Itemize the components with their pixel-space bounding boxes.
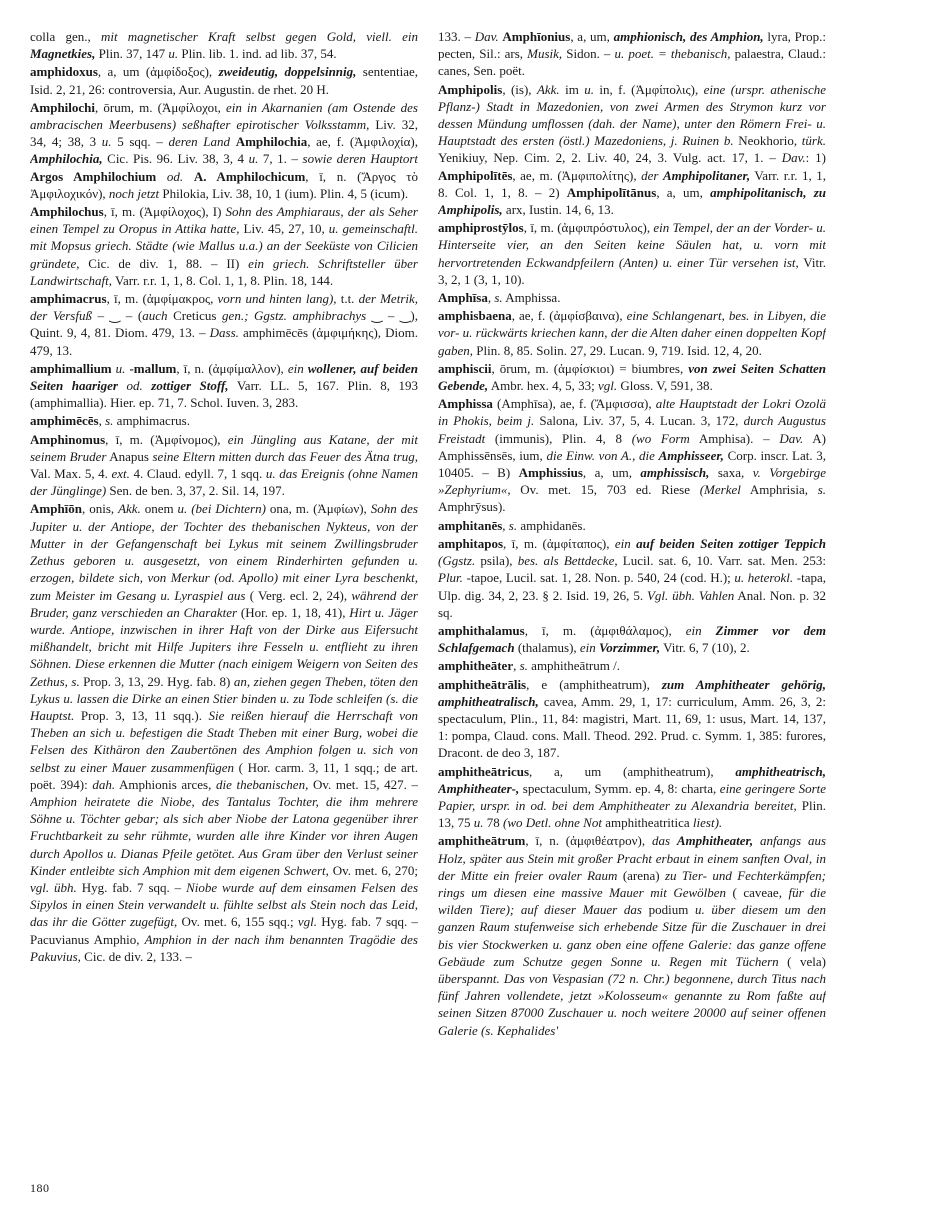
entry-text: amphionisch, des Amphion,: [613, 29, 764, 44]
entry-text: , ī, m. (Ἀμφίλοχος), I): [103, 204, 226, 220]
entry-text: Neokhorio,: [733, 133, 802, 149]
entry-text: ( vela): [778, 953, 826, 969]
entry-text: u. über diesem um den ganzen Raum stufenweise sich erhebende Sitze für die Zuschauer in drei bis vier Stockwerken u. ganz oben eine offene Galerie: das ganze offene Gebäude zum Schutze gegen Sonne u. Regen mit Tüchern: [438, 902, 826, 969]
entry-text: Amphipolitaner,: [663, 167, 751, 183]
entry-text: vgl.: [597, 378, 618, 394]
dictionary-entry: [30, 412, 418, 429]
headword: Amphissa: [438, 396, 493, 412]
entry-text: , ī, n. (ἀμφιθέατρον),: [525, 833, 652, 849]
entry-text: Lucil. sat. 6, 10. Varr. sat. Men. 253:: [617, 553, 826, 569]
entry-text: -tapa, Ulp. dig. 34, 2, 23. § 2. Isid. 19, 26, 5.: [438, 570, 826, 603]
entry-text: amphissisch,: [640, 465, 710, 481]
entry-text: (Hor. ep. 1, 18, 41),: [237, 604, 350, 620]
entry-text: Niobe wurde auf dem einsamen Felsen des Sipylos in einen Stein verwandelt u. fühlte selbst als Stein noch das Leid, das ihr die Götter zugefügt,: [30, 879, 418, 930]
entry-text: u.: [168, 46, 179, 62]
entry-text: Plin. 37, 147: [95, 46, 169, 62]
entry-text: an, ziehen gegen Theben, töten den Lykus u. lassen die Dirke an einen Stier binden u. zu Tode schleifen (s. die Hauptst.: [30, 673, 418, 723]
entry-text: : 1): [805, 150, 826, 166]
headword: amphitheāter: [438, 658, 514, 674]
left-column: [30, 28, 418, 1178]
entry-text: 5 sqq. –: [111, 134, 169, 150]
headword: amphisbaena: [438, 308, 512, 324]
entry-text: Amphisa). –: [689, 430, 780, 446]
entry-text: s.: [508, 517, 518, 533]
entry-text: Varr. LL. 5, 167. Plin. 8, 193 (amphimallia). Hier. ep. 71, 7. Schol. Iuven. 3, 283.: [30, 378, 418, 411]
entry-text: ‿ – ‿), Quint. 9, 4, 81. Diom. 479, 13. –: [30, 308, 418, 341]
entry-text: u. poet. = thebanisch,: [614, 46, 731, 62]
entry-text: Plin. lib. 1. ind. ad lib. 37, 54.: [178, 46, 337, 62]
dictionary-entry: [438, 832, 826, 1038]
dictionary-entry: [438, 517, 826, 534]
entry-text: sententiae, Isid. 2, 21, 26: controversia, Aur. Augustin. de rhet. 20 H.: [30, 64, 418, 97]
entry-text: Plin. 8, 85. Solin. 27, 29. Lucan. 9, 719. Isid. 12, 4, 20.: [473, 342, 762, 358]
entry-text: die thebanischen,: [215, 776, 309, 792]
headword: amphiscii: [438, 360, 492, 376]
entry-text: anfangs aus Holz, später aus Stein mit großer Pracht erbaut in einem sanften Oval, in der Mitte ein freier ovaler Raum: [438, 833, 826, 883]
entry-text: Ov. met. 15, 703 ed. Riese: [510, 482, 700, 498]
entry-text: podium: [641, 902, 696, 918]
entry-text: u. gemeinschaftl. mit Mopsus griech. Städte (wie Mallus u.a.) an der Seeküste von Cilicien gründete,: [30, 221, 418, 271]
headword: Amphinomus: [30, 431, 106, 447]
entry-text: – ‿ – (: [91, 308, 143, 324]
entry-text: ein Tempel, der an der Vorder- u. Hinterseite vier, an den Seiten keine Säulen hat, u. vorn mit hervortretenden Eckwandpfeilern (Anten) u. einer Tür versehen ist,: [438, 220, 826, 270]
dictionary-entry: [30, 203, 418, 289]
entry-text: Sohn des Jupiter u. der Antiope, der Tochter des thebanischen Nykteus, von der Mutter in der Gefangenschaft bei Lykus mit seinem Zwillingsbruder Zethus geboren u. ausgesetzt, von einem Rinderhirten gefunden u. erzogen, bildete sich, von Merkur (od. Apollo) mit einer Lyra beschenkt, zum Meister im Gesang u. Lyraspiel aus: [30, 501, 418, 603]
headword: Amphilochia: [235, 134, 308, 150]
entry-text: vgl.: [297, 914, 318, 930]
entry-text: u.: [248, 151, 259, 167]
entry-text: (immunis), Plin. 4, 8: [485, 430, 632, 446]
entry-text: ext.: [111, 466, 130, 482]
entry-text: Zimmer vor dem Schlafgemach: [438, 622, 826, 656]
dictionary-entry: [30, 99, 418, 202]
entry-text: alte Hauptstadt der Lokri Ozolä in Phokis, beim j.: [438, 396, 826, 429]
entry-text: u.: [101, 134, 112, 150]
entry-text: liest).: [692, 815, 723, 831]
entry-text: amphitheatritica: [601, 815, 693, 831]
entry-text: , a, um,: [570, 29, 614, 44]
entry-text: Yenikiuy, Nep. Cim. 2, 2. Liv. 40, 24, 3. Vulg. act. 17, 1. –: [438, 150, 782, 166]
headword: Amphissius: [518, 465, 583, 481]
entry-text: ein in Akarnanien (am Ostende des ambracischen Meerbusens) seßhafter epirotischer Volksstamm,: [30, 99, 418, 133]
entry-text: gen.; Ggstz.: [222, 308, 287, 324]
dictionary-entry: [30, 290, 418, 359]
entry-text: arx, Iustin. 14, 6, 13.: [502, 202, 614, 218]
entry-text: t.t.: [336, 291, 359, 307]
entry-text: Ov. met. 6, 270;: [328, 862, 418, 878]
entry-text: Ambr. hex. 4, 5, 33;: [488, 378, 598, 394]
entry-text: Amphilochia,: [30, 151, 103, 167]
entry-text: Amphion heiratete die Niobe, des Tantalus Tochter, die ihm mehrere Söhne u. Töchter gebar; als sich aber Niobe der Latona gegenüber ihrer Fruchtbarkeit zu sehr rühmte, wurden alle ihre Kinder vor ihren Augen durch Apollos u. Dianas Pfeile getötet. Aus Gram über den Verlust seiner Kinder entleibte sich Amphion mit dem eigenen Schwert,: [30, 793, 418, 878]
entry-text: 4. Claud. edyll. 7, 1 sqq.: [129, 466, 266, 482]
entry-text: od.: [126, 378, 143, 394]
entry-text: zu Tier- und Fechterkämpfen; rings um diesen eine massive Mauer mit Gewölben: [438, 867, 826, 900]
right-column: [438, 28, 826, 1178]
entry-text: Plur.: [438, 570, 463, 586]
entry-text: wollener, auf beiden Seiten haariger: [30, 360, 418, 394]
entry-text: die Einw. von A., die: [546, 447, 655, 463]
entry-text: zottiger Stoff,: [151, 378, 229, 394]
entry-text: A) Amphissēnsēs, ium,: [438, 430, 826, 463]
entry-text: überspannt. Das von Vespasian (72 n. Chr.) begonnene, durch Titus nach fünf Jahren vollendete, jetzt »Kolosseum« genannte zu Rom faßte auf seinen Sitzen 87000 Zuschauer u. noch weitere 20000 auf seiner offenen Galerie (s. Kephalides': [438, 970, 826, 1038]
entry-text: türk.: [801, 133, 826, 149]
entry-text: Vitr. 6, 7 (10), 2.: [660, 640, 750, 656]
entry-text: Akk.: [118, 501, 141, 517]
entry-text: [753, 833, 760, 848]
entry-text: Corp. inscr. Lat. 3, 10405. – B): [438, 447, 826, 481]
headword: Amphilochi: [30, 99, 96, 115]
entry-text: Val. Max. 5, 4.: [30, 466, 112, 482]
entry-text: saxa,: [709, 465, 753, 481]
entry-text: , a, um,: [656, 184, 711, 200]
headword: Amphipolītēs: [438, 167, 513, 183]
entry-text: Vgl. übh. Vahlen: [646, 587, 735, 603]
headword: Amphīonius: [502, 29, 571, 44]
entry-text: ,: [487, 290, 495, 306]
headword: amphidoxus: [30, 64, 98, 80]
entry-text: amphidanēs.: [517, 517, 586, 533]
entry-text: onem: [140, 501, 178, 517]
entry-text: ona, m. (Ἀμφίων),: [265, 501, 371, 517]
entry-text: s.: [105, 413, 114, 429]
entry-text: amphipolitanisch, zu Amphipolis,: [438, 184, 826, 218]
entry-text: Amphionis arces,: [115, 776, 216, 792]
dictionary-entry: [438, 622, 826, 656]
entry-text: Vitr. 3, 2, 1 (3, 1, 10).: [438, 254, 826, 287]
entry-text: seine Eltern mitten durch das Feuer des Ätna trug,: [152, 448, 418, 464]
entry-text: Cic. de div. 1, 88. – II): [79, 255, 249, 271]
entry-text: Amphissa.: [502, 290, 561, 306]
entry-text: u.: [584, 81, 594, 97]
dictionary-entry: [30, 63, 418, 97]
entry-text: Ov. met. 15, 427. –: [308, 776, 418, 792]
entry-text: eine geringere Sorte Papier, urspr. in od. bei dem Amphitheater zu Alexandria bereitet,: [438, 780, 826, 813]
entry-text: s.: [519, 658, 528, 674]
entry-text: noch jetzt: [108, 185, 160, 201]
entry-text: u.: [115, 360, 126, 376]
entry-text: 78: [483, 815, 503, 831]
entry-text: ( Hor. carm. 3, 11, 1 sqq.; de art. poët. 394):: [30, 759, 418, 792]
entry-text: od.: [166, 168, 184, 184]
entry-text: [156, 169, 167, 184]
entry-text: dah.: [92, 776, 116, 792]
entry-text: ein: [287, 360, 304, 376]
entry-text: Amphisseer,: [658, 447, 724, 463]
entry-text: zum Amphitheater gehörig, amphitheatralisch,: [438, 676, 826, 709]
entry-text: , ī, m. (ἀμφίμακρος,: [106, 291, 218, 307]
entry-text: , e (amphitheatrum),: [526, 676, 662, 692]
entry-text: eine (urspr. athenische Pflanz-) Stadt in Mazedonien, von zwei Armen des Strymon kurz vor dessen Mündung umflossen (dah. der Name), unter den Römern Frei- u. Hauptstadt des ersten (östl.) Mazedoniens, j. Ruinen b.: [438, 81, 826, 149]
entry-text: Amphitheater,: [676, 833, 754, 849]
dictionary-entry: [30, 360, 418, 412]
entry-text: amphimacrus.: [113, 413, 190, 429]
entry-text: Salona, Liv. 37, 5, 4. Lucan. 3, 172,: [534, 413, 744, 429]
entry-text: , onis,: [82, 501, 119, 517]
page-number: 180: [30, 1181, 50, 1195]
entry-text: , ī, m. (ἀμφιπρόστυλος),: [523, 220, 654, 236]
headword: amphitheātricus: [438, 763, 529, 779]
entry-text: Akk.: [536, 81, 560, 97]
headword: amphimēcēs: [30, 413, 99, 429]
entry-text: v. Vorgebirge »Zephyrium«,: [438, 465, 826, 498]
entry-text: ein griech. Schriftsteller über Landwirtschaft,: [30, 255, 418, 288]
entry-text: Sie reißen hierauf die Herrschaft von Theben an sich u. befestigen die Stadt Theben mit einer Burg, wobei die Felsen des Kithäron den Zaubertönen des Amphion folgen u. sich von selbst zu einer Mauer zusammenfügen: [30, 707, 418, 775]
entry-text: Hirt u. Jäger wurde. Antiope, inzwischen in ihrer Haft von der Dirke aus Eifersucht mißhandelt, bricht mit Hilfe Jupiters ihre Fesseln u. entflieht zu ihren Söhnen. Diese erkennen die Mutter (nach einigem Weigern von Seiten des Zethus, s.: [30, 604, 418, 689]
entry-text: , ae, f. (Ἀμφιλοχία),: [307, 134, 418, 150]
entry-text: , ae, m. (Ἀμφιπολίτης),: [512, 167, 642, 183]
entry-text: ( caveae,: [726, 884, 789, 900]
entry-text: Prop. 3, 13, 11 sqq.).: [74, 707, 209, 723]
entry-text: Musik,: [527, 46, 563, 62]
entry-text: ein: [685, 622, 702, 638]
entry-text: , ī, n. (ἀμφίμαλλον),: [176, 360, 288, 376]
dictionary-entry: [438, 28, 826, 80]
entry-text: , a, um (amphitheatrum),: [529, 763, 736, 779]
headword: Amphilochus: [30, 204, 104, 220]
entry-text: ,: [513, 658, 520, 674]
entry-text: der: [641, 167, 659, 183]
entry-text: amphitheātrum /.: [527, 658, 620, 674]
entry-text: u. (bei Dichtern): [177, 501, 266, 517]
entry-text: ,: [98, 413, 106, 429]
entry-text: (Ggstz.: [438, 553, 476, 569]
entry-text: Sen. de ben. 3, 37, 2. Sil. 14, 197.: [106, 483, 285, 499]
entry-text: ein Jüngling aus Katane, der mit seinem Bruder: [30, 431, 418, 464]
entry-text: Sohn des Amphiaraus, der als Seher einen Tempel zu Oropus in Attika hatte,: [30, 204, 418, 237]
entry-text: Vorzimmer,: [599, 640, 661, 656]
entry-text: bes. als Bettdecke,: [517, 553, 618, 569]
entry-text: Amphrȳsus).: [438, 499, 506, 515]
entry-text: 133. –: [438, 29, 475, 44]
entry-text: der Metrik, der Versfuß: [30, 291, 418, 324]
entry-text: Liv. 32, 34, 4; 38, 3: [30, 117, 418, 150]
dictionary-entry: [438, 763, 826, 832]
entry-text: Hyg. fab. 7 sqq. – Pacuvianus Amphio,: [30, 914, 418, 947]
entry-text: eine Schlangenart, bes. in Libyen, die vor- u. rückwärts kriechen kann, der die Alten daher einen doppelten Kopf gaben,: [438, 308, 826, 358]
entry-text: amphibrachys: [292, 308, 367, 324]
entry-text: von zwei Seiten Schatten Gebende,: [438, 360, 826, 394]
entry-text: sowie deren Hauptort: [302, 151, 418, 167]
entry-text: auch: [142, 308, 168, 324]
entry-text: Amphion in der nach ihm benannten Tragödie des Pakuvius,: [30, 931, 418, 964]
entry-text: für die wilden Tiere); auf dieser Mauer das: [438, 884, 826, 918]
entry-text: , ī, n. (Ἄργος τὸ Ἀμφιλοχικόν),: [30, 168, 418, 201]
entry-text: -tapoe, Lucil. sat. 1, 28. Non. p. 540, 24 (cod. H.);: [462, 570, 735, 586]
entry-text: Ov. met. 6, 155 sqq.;: [177, 914, 298, 930]
entry-text: (arena): [617, 867, 665, 883]
entry-text: [183, 169, 194, 184]
entry-text: , a, um (ἀμφίδοξος),: [97, 64, 219, 80]
entry-text: Cic. Pis. 96. Liv. 38, 3, 4: [102, 151, 249, 167]
dictionary-entry: [30, 431, 418, 500]
entry-text: Plin. 13, 75: [438, 797, 826, 831]
headword: amphitapos: [438, 535, 504, 551]
headword: amphiprostȳlos: [438, 220, 524, 236]
entry-text: Gloss. V, 591, 38.: [617, 378, 713, 394]
entry-text: Anapus: [106, 448, 153, 464]
dictionary-entry: [438, 289, 826, 306]
entry-text: Philokia, Liv. 38, 10, 1 (ium). Plin. 4, 5 (icum).: [159, 185, 409, 201]
entry-text: zweideutig, doppelsinnig,: [218, 64, 357, 80]
headword: Amphīsa: [438, 290, 488, 306]
entry-text: in, f. (Ἀμφίπολις),: [593, 81, 704, 97]
dictionary-entry: [30, 500, 418, 964]
dictionary-entry: [438, 535, 826, 621]
dictionary-entry: [438, 81, 826, 219]
entry-text: (Amphīsa), ae, f. (Ἄμφισσα),: [492, 396, 656, 412]
entry-text: , ī, m. (ἀμφιθάλαμος),: [524, 622, 686, 638]
entry-text: Dass.: [209, 325, 239, 341]
headword: amphitanēs: [438, 517, 503, 533]
entry-text: Creticus: [167, 308, 223, 324]
entry-text: spectaculum, Symm. ep. 4, 8: charta,: [519, 780, 720, 796]
headword: amphithalamus: [438, 622, 525, 638]
headword: -mallum: [129, 360, 177, 376]
dictionary-entry: [438, 307, 826, 359]
entry-text: im: [559, 81, 585, 97]
entry-text: psila),: [475, 553, 518, 569]
entry-text: , (is),: [502, 81, 537, 97]
headword: amphimallium: [30, 360, 112, 376]
entry-text: Magnetkies,: [30, 46, 96, 62]
entry-text: , ae, f. (ἀμφίσβαινα),: [511, 308, 627, 324]
entry-text: 7, 1. –: [258, 151, 303, 167]
entry-text: ein: [614, 535, 631, 551]
entry-text: amphitheatrisch, Amphitheater-,: [438, 763, 826, 796]
entry-text: Varr. r.r. 1, 1, 8. Col. 1, 1, 8. – 2): [438, 167, 826, 200]
entry-text: (thalamus),: [514, 640, 580, 656]
entry-text: vgl. übh.: [30, 879, 77, 895]
headword: Argos Amphilochium: [30, 168, 157, 184]
entry-text: , ī, m. (Ἀμφίνομος),: [105, 431, 228, 447]
entry-text: , a, um,: [582, 465, 641, 481]
dictionary-entry: [438, 219, 826, 288]
entry-text: mit magnetischer Kraft selbst gegen Gold, viell. ein: [100, 29, 418, 44]
entry-text: Varr. r.r. 1, 1, 8. Col. 1, 1, 8. Plin. 18, 144.: [112, 272, 334, 288]
headword: amphimacrus: [30, 291, 107, 307]
entry-text: Cic. de div. 2, 133. –: [80, 948, 192, 964]
headword: amphitheātrum: [438, 833, 526, 849]
entry-text: Amphrisia,: [740, 482, 818, 498]
entry-text: ,: [502, 517, 509, 533]
entry-text: ein: [579, 640, 596, 656]
entry-text: u. heterokl.: [734, 570, 794, 586]
entry-text: Liv. 45, 27, 10,: [239, 221, 329, 237]
entry-text: Anal. Non. p. 32 sq.: [438, 587, 826, 620]
entry-text: während der Bruder, ganz verschieden an Charakter: [30, 587, 418, 620]
entry-text: [118, 378, 127, 393]
entry-text: Sidon. –: [562, 46, 615, 62]
entry-text: cavea, Amm. 29, 1, 17: curriculum, Amm. 26, 3, 2: spectaculum, Plin., 11, 84: magistri, Mart. 11, 69, 1: usus, Mart. 14, 137, 1: pompa, Claud. cons. Mall. Theod. 292. Prud. c. Symm. 1, 385: furores, Dracont. de deo 3, 187.: [438, 693, 826, 761]
entry-text: amphimēcēs (ἀμφιμήκης), Diom. 479, 13.: [30, 325, 418, 358]
entry-text: lyra, Prop.: pecten, Sil.: ars,: [438, 29, 826, 62]
headword: amphitheātrālis: [438, 676, 527, 692]
entry-text: Dav.: [474, 29, 499, 44]
dictionary-entry: [438, 657, 826, 674]
entry-text: (wo Form: [631, 430, 690, 446]
entry-text: , ī, m. (ἀμφίταπος),: [503, 535, 615, 551]
dictionary-entry: [438, 676, 826, 762]
entry-text: (wo Detl. ohne Not: [503, 815, 602, 831]
entry-text: s.: [494, 290, 503, 306]
entry-text: u. das Ereignis (ohne Namen der Jünglinge): [30, 466, 418, 499]
entry-text: Hyg. fab. 7 sqq. –: [76, 879, 187, 895]
entry-text: auf beiden Seiten zottiger Teppich: [636, 535, 826, 551]
dictionary-entry: [438, 360, 826, 394]
entry-text: deren Land: [168, 134, 231, 150]
headword: A. Amphilochicum: [193, 168, 306, 184]
headword: Amphīōn: [30, 501, 83, 517]
entry-text: [670, 833, 677, 848]
entry-text: durch Augustus Freistadt: [438, 413, 826, 446]
entry-text: (Merkel: [699, 482, 741, 498]
dictionary-entry: [30, 28, 418, 62]
entry-text: s.: [817, 482, 826, 498]
entry-text: Prop. 3, 13, 29. Hyg. fab. 8): [79, 673, 234, 689]
headword: Amphipolītānus: [566, 184, 657, 200]
entry-text: Dav.: [779, 430, 804, 446]
entry-text: palaestra, Claud.: canes, Sen. poët.: [438, 46, 826, 79]
entry-text: ( Verg. ecl. 2, 24),: [245, 587, 352, 603]
headword: Amphipolis: [438, 81, 503, 97]
entry-text: u.: [473, 815, 484, 831]
entry-text: , ōrum, m. (ἀμφίσκιοι) = biumbres,: [491, 360, 689, 376]
entry-text: vorn und hinten lang),: [217, 291, 337, 307]
dictionary-entry: [438, 395, 826, 515]
entry-text: colla gen.,: [30, 29, 101, 44]
entry-text: [702, 623, 716, 638]
entry-text: Dav.: [781, 150, 806, 166]
entry-text: das: [651, 833, 670, 849]
entry-text: , ōrum, m. (Ἀμφίλοχοι,: [95, 99, 226, 115]
